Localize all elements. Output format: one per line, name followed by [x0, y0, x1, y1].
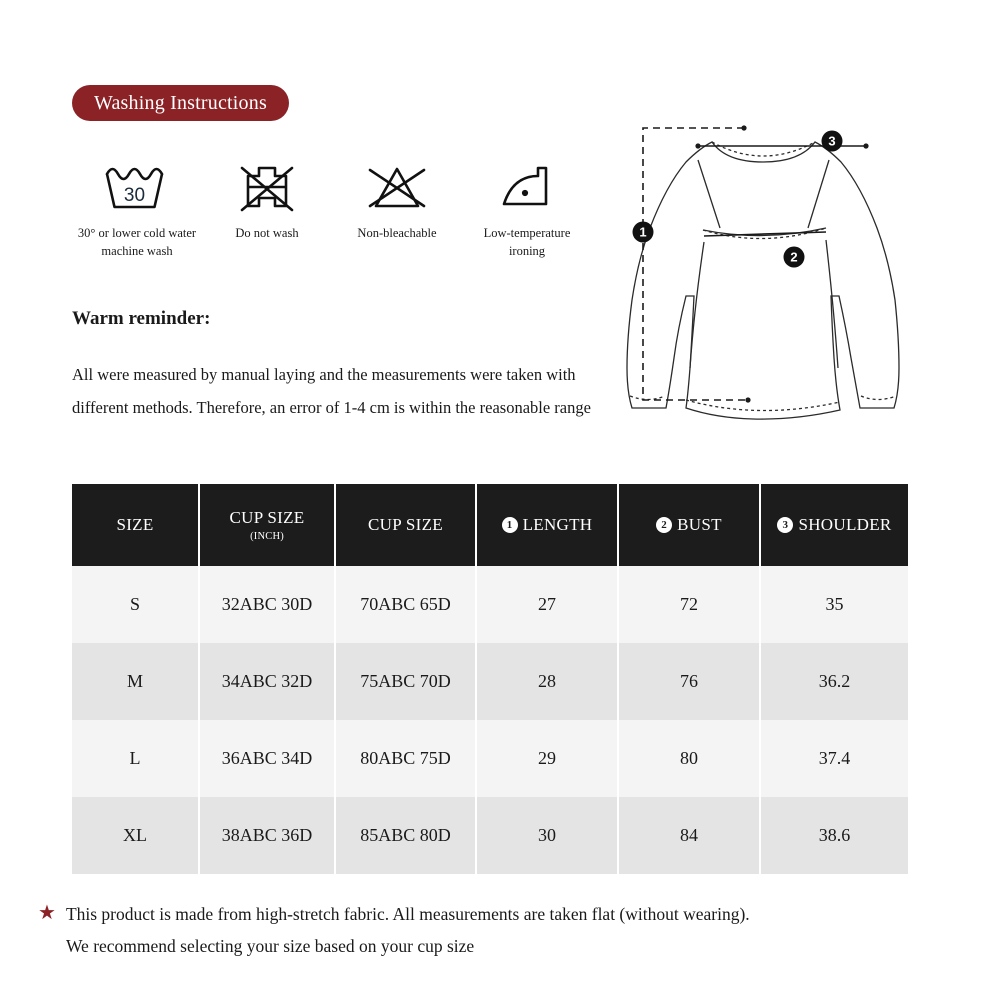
cell-cup-cm: 85ABC 80D — [335, 797, 476, 874]
care-label-low-temperature-ironing: Low-temperature ironing — [483, 226, 571, 259]
marker-3-icon: 3 — [777, 517, 793, 533]
cell-cup-cm: 75ABC 70D — [335, 643, 476, 720]
care-item-non-bleachable — [332, 160, 462, 242]
table-row — [72, 643, 908, 720]
table-row — [72, 720, 908, 797]
column-header-cup-size-label: CUP SIZE — [368, 515, 443, 534]
cell-size: L — [72, 720, 199, 797]
column-header-length-label: LENGTH — [522, 515, 593, 534]
washing-instructions-label: Washing Instructions — [94, 91, 267, 114]
svg-text:3: 3 — [828, 133, 836, 149]
washing-instructions-badge — [72, 85, 289, 121]
care-item-machine-wash — [72, 160, 202, 260]
do-not-wash-icon — [234, 160, 300, 216]
cell-size: S — [72, 566, 199, 643]
cell-shoulder: 37.4 — [760, 720, 908, 797]
marker-2-icon: 2 — [656, 517, 672, 533]
table-row — [72, 566, 908, 643]
cell-cup-inch: 38ABC 36D — [199, 797, 335, 874]
cell-length: 29 — [476, 720, 618, 797]
column-header-size — [72, 484, 199, 566]
star-icon: ★ — [38, 902, 56, 924]
column-header-bust-label: BUST — [677, 515, 722, 534]
warm-reminder-body: All were measured by manual laying and the measurements were taken with different methods. Therefore, an error of 1-4 cm is within the reasonable range — [72, 365, 591, 417]
care-label-machine-wash: 30° or lower cold water machine wash — [77, 226, 197, 259]
svg-text:1: 1 — [639, 224, 647, 240]
marker-1-icon: 1 — [502, 517, 518, 533]
size-chart-table — [72, 484, 908, 874]
footnote-text — [66, 898, 750, 963]
care-item-low-temperature-ironing — [462, 160, 592, 260]
cell-shoulder: 35 — [760, 566, 908, 643]
no-bleach-triangle-icon — [361, 160, 433, 216]
diagram-marker-1 — [633, 222, 654, 243]
svg-text:2: 2 — [790, 249, 798, 265]
cell-bust: 84 — [618, 797, 760, 874]
cell-length: 27 — [476, 566, 618, 643]
diagram-marker-2 — [784, 247, 805, 268]
warm-reminder-title: Warm reminder: — [72, 308, 211, 329]
cell-cup-inch: 36ABC 34D — [199, 720, 335, 797]
cell-length: 28 — [476, 643, 618, 720]
table-header-row — [72, 484, 908, 566]
column-header-length — [476, 484, 618, 566]
cell-shoulder: 36.2 — [760, 643, 908, 720]
low-temperature-iron-icon — [491, 160, 563, 216]
footnote-line-2: We recommend selecting your size based on your cup size — [65, 936, 475, 957]
cell-size: XL — [72, 797, 199, 874]
cell-cup-inch: 34ABC 32D — [199, 643, 335, 720]
column-header-cup-size-inch-sub: (INCH) — [250, 531, 284, 542]
footnote — [38, 898, 968, 963]
diagram-marker-3 — [822, 131, 843, 152]
cell-bust: 72 — [618, 566, 760, 643]
cell-bust: 76 — [618, 643, 760, 720]
cell-bust: 80 — [618, 720, 760, 797]
column-header-cup-size — [335, 484, 476, 566]
column-header-cup-size-inch — [199, 484, 335, 566]
cell-cup-cm: 70ABC 65D — [335, 566, 476, 643]
cell-shoulder: 38.6 — [760, 797, 908, 874]
cell-size: M — [72, 643, 199, 720]
column-header-shoulder — [760, 484, 908, 566]
long-sleeve-top-measurement-diagram — [608, 100, 958, 448]
wash-tub-30-icon — [101, 160, 173, 216]
column-header-cup-size-inch-label: CUP SIZE — [229, 508, 305, 527]
care-symbols-row — [72, 160, 592, 260]
column-header-shoulder-label: SHOULDER — [798, 515, 892, 534]
table-row — [72, 797, 908, 874]
svg-text:30: 30 — [123, 185, 146, 206]
column-header-size-label: SIZE — [116, 515, 154, 534]
cell-length: 30 — [476, 797, 618, 874]
care-item-do-not-wash — [202, 160, 332, 242]
column-header-bust — [618, 484, 760, 566]
footnote-line-1: This product is made from high-stretch fabric. All measurements are taken flat (without wearing). — [65, 904, 750, 924]
cell-cup-inch: 32ABC 30D — [199, 566, 335, 643]
care-label-non-bleachable: Non-bleachable — [357, 226, 437, 240]
cell-cup-cm: 80ABC 75D — [335, 720, 476, 797]
care-label-do-not-wash: Do not wash — [235, 226, 299, 240]
